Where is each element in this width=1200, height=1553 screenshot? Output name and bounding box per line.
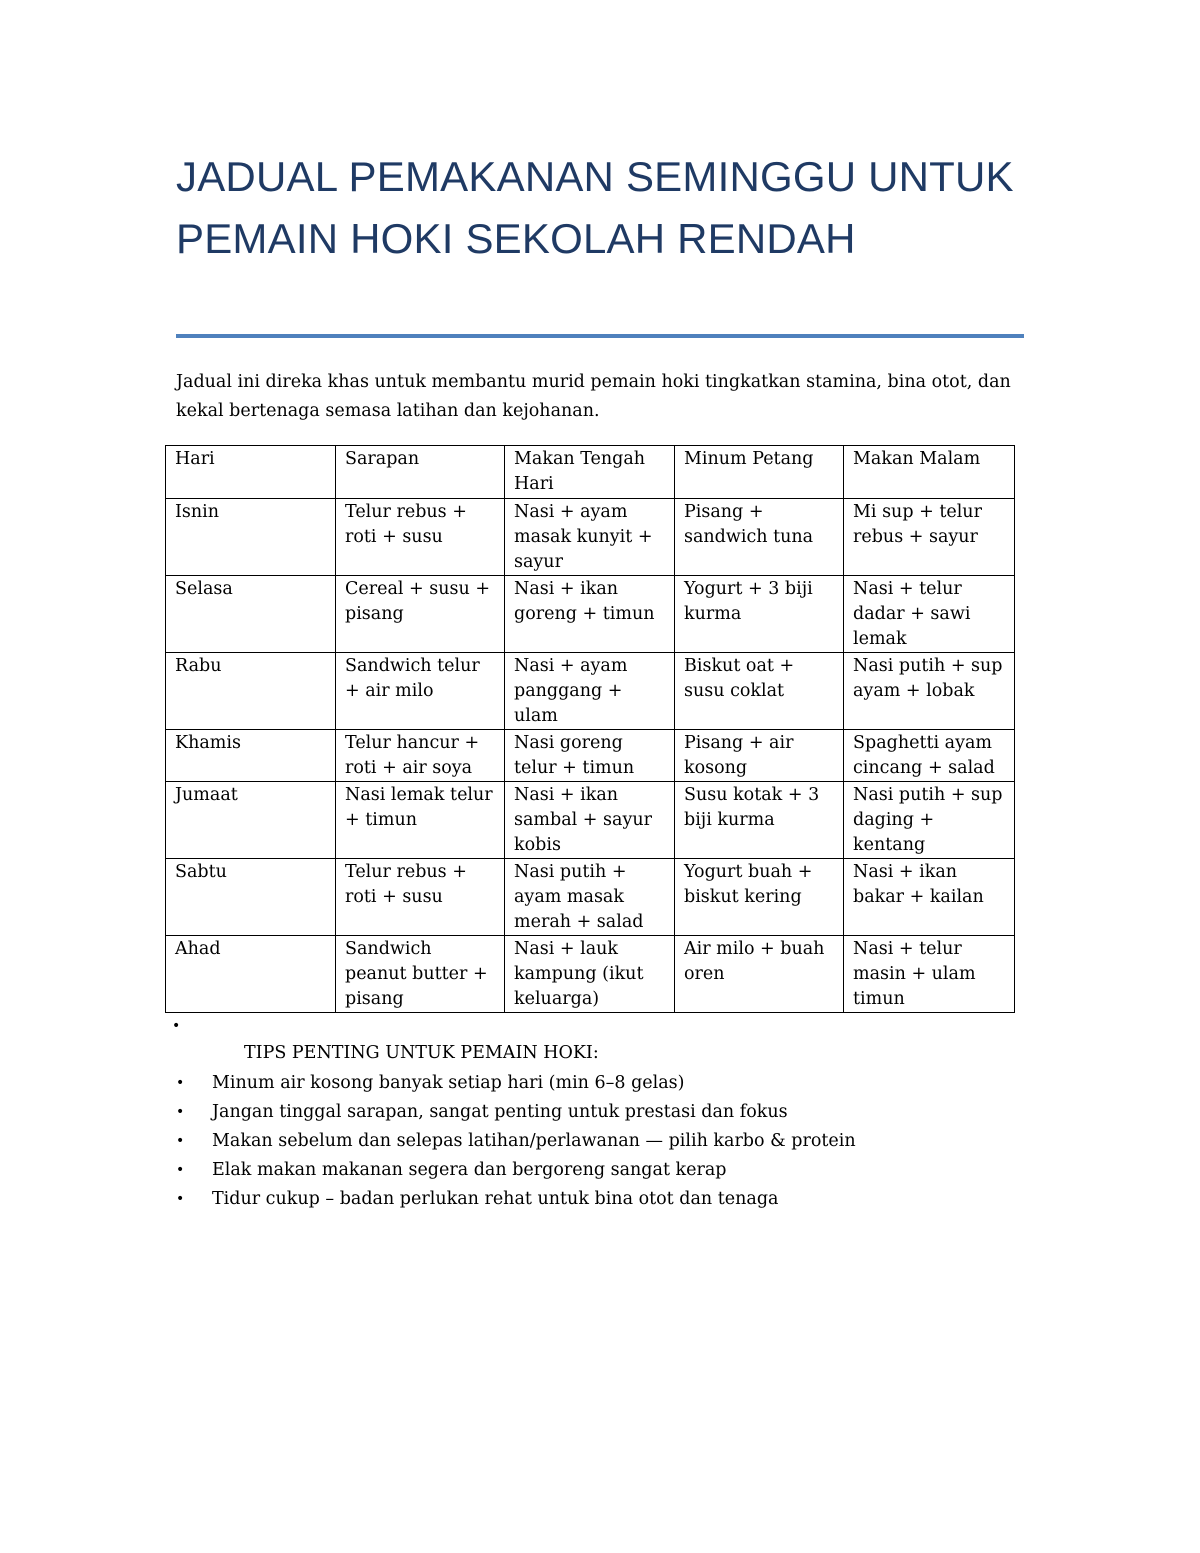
table-row: [166, 730, 1015, 782]
tip-text: Makan sebelum dan selepas latihan/perlawanan — pilih karbo & protein: [212, 1131, 856, 1151]
tip-text: Minum air kosong banyak setiap hari (min 6–8 gelas): [212, 1073, 685, 1093]
header-cell-dinner: Makan Malam: [844, 446, 1015, 499]
table-cell: Pisang + air kosong: [675, 730, 844, 782]
table-row: [166, 782, 1015, 859]
table-cell: Jumaat: [166, 782, 336, 859]
table-cell: Telur rebus + roti + susu: [336, 499, 505, 576]
table-cell: Nasi + ikan bakar + kailan: [844, 859, 1015, 936]
title-underline: [176, 334, 1024, 338]
table-cell: Yogurt + 3 biji kurma: [675, 576, 844, 653]
table-cell: Sandwich telur + air milo: [336, 653, 505, 730]
table-header-row: [166, 446, 1015, 499]
table-cell: Sabtu: [166, 859, 336, 936]
header-cell-day: Hari: [166, 446, 336, 499]
table-cell: Nasi + ikan goreng + timun: [505, 576, 675, 653]
table-cell: Telur hancur + roti + air soya: [336, 730, 505, 782]
table-row: [166, 499, 1015, 576]
tip-text: Elak makan makanan segera dan bergoreng sangat kerap: [212, 1160, 727, 1180]
tip-text: Tidur cukup – badan perlukan rehat untuk bina otot dan tenaga: [212, 1189, 779, 1209]
meal-schedule-table: [165, 445, 1015, 1013]
table-cell: Isnin: [166, 499, 336, 576]
tip-text: Jangan tinggal sarapan, sangat penting untuk prestasi dan fokus: [212, 1102, 788, 1122]
table-cell: Khamis: [166, 730, 336, 782]
list-item: [176, 1127, 856, 1156]
list-item: [176, 1069, 856, 1098]
bullet-icon: •: [176, 1162, 185, 1178]
table-cell: Yogurt buah + biskut kering: [675, 859, 844, 936]
table-cell: Air milo + buah oren: [675, 936, 844, 1013]
table-cell: Nasi + telur dadar + sawi lemak: [844, 576, 1015, 653]
header-cell-breakfast: Sarapan: [336, 446, 505, 499]
table-cell: Nasi putih + sup daging + kentang: [844, 782, 1015, 859]
table-row: [166, 653, 1015, 730]
table-cell: Biskut oat + susu coklat: [675, 653, 844, 730]
table-cell: Nasi + ayam panggang + ulam: [505, 653, 675, 730]
bullet-icon: •: [176, 1191, 185, 1207]
table-cell: Nasi goreng telur + timun: [505, 730, 675, 782]
table-cell: Spaghetti ayam cincang + salad: [844, 730, 1015, 782]
bullet-icon: •: [176, 1075, 185, 1091]
table-cell: Nasi putih + sup ayam + lobak: [844, 653, 1015, 730]
table-cell: Sandwich peanut butter + pisang: [336, 936, 505, 1013]
bullet-icon: •: [176, 1133, 185, 1149]
table-cell: Selasa: [166, 576, 336, 653]
table-cell: Nasi + lauk kampung (ikut keluarga): [505, 936, 675, 1013]
tips-list: [176, 1069, 856, 1214]
table-cell: Cereal + susu + pisang: [336, 576, 505, 653]
empty-bullet-icon: •: [172, 1018, 181, 1034]
table-cell: Nasi + ikan sambal + sayur kobis: [505, 782, 675, 859]
table-row: [166, 936, 1015, 1013]
intro-paragraph: Jadual ini direka khas untuk membantu murid pemain hoki tingkatkan stamina, bina otot, dan kekal bertenaga semasa latihan dan kejohanan.: [176, 372, 1011, 421]
table-cell: Nasi + telur masin + ulam timun: [844, 936, 1015, 1013]
table-cell: Ahad: [166, 936, 336, 1013]
table-cell: Nasi putih + ayam masak merah + salad: [505, 859, 675, 936]
header-cell-tea: Minum Petang: [675, 446, 844, 499]
document-title: JADUAL PEMAKANAN SEMINGGU UNTUK PEMAIN HOKI SEKOLAH RENDAH: [176, 153, 1014, 262]
tips-heading: TIPS PENTING UNTUK PEMAIN HOKI:: [244, 1043, 599, 1063]
table-row: [166, 576, 1015, 653]
table-cell: Rabu: [166, 653, 336, 730]
table-cell: Nasi lemak telur + timun: [336, 782, 505, 859]
table-cell: Telur rebus + roti + susu: [336, 859, 505, 936]
table-cell: Pisang + sandwich tuna: [675, 499, 844, 576]
list-item: [176, 1098, 856, 1127]
list-item: [176, 1185, 856, 1214]
header-cell-lunch: Makan Tengah Hari: [505, 446, 675, 499]
table-row: [166, 859, 1015, 936]
table-cell: Nasi + ayam masak kunyit + sayur: [505, 499, 675, 576]
table-cell: Mi sup + telur rebus + sayur: [844, 499, 1015, 576]
bullet-icon: •: [176, 1104, 185, 1120]
table-cell: Susu kotak + 3 biji kurma: [675, 782, 844, 859]
list-item: [176, 1156, 856, 1185]
